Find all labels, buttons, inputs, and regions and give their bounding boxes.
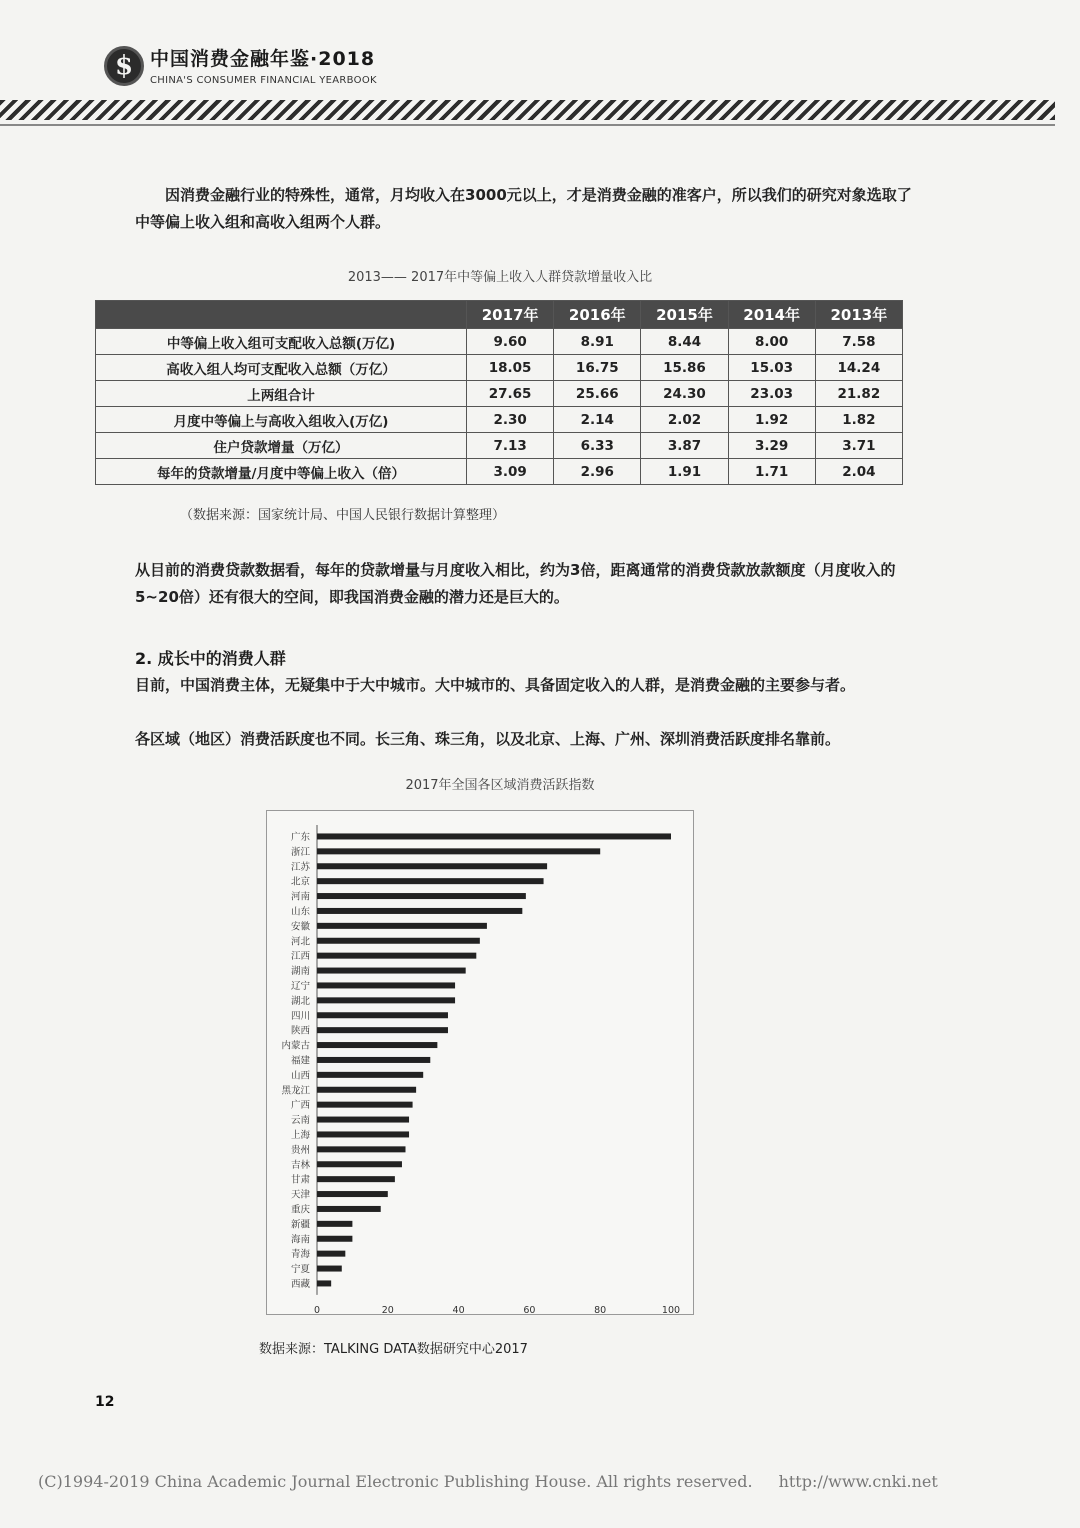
table-row <box>96 459 903 485</box>
table-cell: 27.65 <box>467 381 554 407</box>
table-header-cell: 2015年 <box>641 301 728 329</box>
table-row-label: 月度中等偏上与高收入组收入(万亿) <box>96 407 467 433</box>
header-hatch-band <box>0 100 1055 120</box>
x-tick-label: 60 <box>523 1304 536 1314</box>
category-label: 河南 <box>290 891 310 903</box>
x-tick-label: 0 <box>313 1304 321 1314</box>
bar <box>317 908 522 914</box>
table-cell: 16.75 <box>554 355 641 381</box>
bar <box>317 1221 352 1227</box>
category-label: 西藏 <box>290 1278 310 1290</box>
table-cell: 7.58 <box>815 329 902 355</box>
table-cell: 15.03 <box>728 355 815 381</box>
table-row-label: 住户贷款增量（万亿） <box>96 433 467 459</box>
category-label: 吉林 <box>290 1159 310 1171</box>
bar <box>317 1266 342 1272</box>
table-cell: 8.00 <box>728 329 815 355</box>
category-label: 四川 <box>290 1010 310 1022</box>
table-title: 2013—— 2017年中等偏上收入人群贷款增量收入比 <box>347 270 653 285</box>
table-cell: 3.09 <box>467 459 554 485</box>
bar <box>317 1057 430 1063</box>
table-row-label: 上两组合计 <box>96 381 467 407</box>
section-heading: 2. 成长中的消费人群 <box>135 649 286 668</box>
table-cell: 2.04 <box>815 459 902 485</box>
category-label: 浙江 <box>290 846 310 858</box>
copyright-footer <box>38 1472 938 1491</box>
bar <box>317 1087 416 1093</box>
table-header-cell: 2013年 <box>815 301 902 329</box>
bar <box>317 848 600 854</box>
page-number: 12 <box>95 1394 115 1410</box>
category-label: 安徽 <box>290 921 310 933</box>
category-label: 陕西 <box>290 1025 310 1037</box>
table-cell: 2.30 <box>467 407 554 433</box>
intro-paragraph: 因消费金融行业的特殊性，通常，月均收入在3000元以上，才是消费金融的准客户，所以我们的研究对象选取了中等偏上收入组和高收入组两个人群。 <box>135 186 912 231</box>
x-tick-label: 100 <box>661 1304 681 1314</box>
bar <box>317 1206 381 1212</box>
category-label: 上海 <box>290 1129 310 1141</box>
bar <box>317 953 476 959</box>
table-row-label: 高收入组人均可支配收入总额（万亿） <box>96 355 467 381</box>
table-cell: 21.82 <box>815 381 902 407</box>
table-cell: 1.91 <box>641 459 728 485</box>
table-cell: 1.92 <box>728 407 815 433</box>
category-label: 贵州 <box>290 1144 310 1156</box>
table-cell: 7.13 <box>467 433 554 459</box>
table-row <box>96 355 903 381</box>
header-divider <box>0 124 1055 126</box>
bar <box>317 893 526 899</box>
table-cell: 1.82 <box>815 407 902 433</box>
header-title: 中国消费金融年鉴·2018 <box>150 48 376 70</box>
bar <box>317 1280 331 1286</box>
table-cell: 18.05 <box>467 355 554 381</box>
category-label: 内蒙古 <box>281 1040 310 1052</box>
category-label: 北京 <box>290 876 310 888</box>
table-cell: 15.86 <box>641 355 728 381</box>
table-header-cell: 2017年 <box>467 301 554 329</box>
category-label: 海南 <box>290 1234 310 1246</box>
bar <box>317 1042 437 1048</box>
table-cell: 1.71 <box>728 459 815 485</box>
table-row <box>96 407 903 433</box>
category-label: 湖南 <box>290 966 310 978</box>
category-label: 天津 <box>290 1189 310 1201</box>
copyright-text: (C)1994-2019 China Academic Journal Electronic Publishing House. All rights reserved. <box>38 1472 753 1491</box>
category-label: 江苏 <box>290 861 310 873</box>
bar <box>317 968 466 974</box>
bar <box>317 1027 448 1033</box>
chart-title: 2017年全国各区域消费活跃指数 <box>405 778 595 793</box>
footer-url: http://www.cnki.net <box>778 1472 938 1491</box>
table-cell: 2.96 <box>554 459 641 485</box>
x-tick-label: 80 <box>594 1304 607 1314</box>
table-header-cell: 2014年 <box>728 301 815 329</box>
table-cell: 23.03 <box>728 381 815 407</box>
bar <box>317 1012 448 1018</box>
category-label: 福建 <box>290 1055 310 1067</box>
category-label: 甘肃 <box>290 1174 310 1186</box>
category-label: 山西 <box>290 1070 310 1082</box>
table-header-row <box>96 301 903 329</box>
table-cell: 6.33 <box>554 433 641 459</box>
bar <box>317 997 455 1003</box>
chart-source-note: 数据来源：TALKING DATA数据研究中心2017 <box>259 1342 528 1357</box>
table-row-label: 中等偏上收入组可支配收入总额(万亿) <box>96 329 467 355</box>
category-label: 重庆 <box>290 1204 310 1216</box>
category-label: 广东 <box>290 831 310 843</box>
table-row <box>96 381 903 407</box>
category-label: 湖北 <box>290 995 310 1007</box>
category-label: 山东 <box>290 906 310 918</box>
loan-analysis-paragraph: 从目前的消费贷款数据看，每年的贷款增量与月度收入相比，约为3倍，距离通常的消费贷款放款额度（月度收入的5~20倍）还有很大的空间，即我国消费金融的潜力还是巨大的。 <box>135 561 896 606</box>
bar <box>317 1117 409 1123</box>
consumer-group-paragraph: 目前，中国消费主体，无疑集中于大中城市。大中城市的、具备固定收入的人群，是消费金融的主要参与者。 <box>135 676 856 694</box>
bar <box>317 923 487 929</box>
regional-activity-bar-chart <box>267 811 693 1314</box>
category-label: 黑龙江 <box>281 1085 310 1097</box>
table-cell: 24.30 <box>641 381 728 407</box>
category-label: 青海 <box>290 1249 310 1261</box>
table-header-cell: 2016年 <box>554 301 641 329</box>
table-row <box>96 329 903 355</box>
bar <box>317 1251 345 1257</box>
bar <box>317 1191 388 1197</box>
table-header-cell <box>96 301 467 329</box>
bar <box>317 863 547 869</box>
bar <box>317 1146 406 1152</box>
table-cell: 3.71 <box>815 433 902 459</box>
category-label: 宁夏 <box>290 1264 310 1276</box>
bar <box>317 938 480 944</box>
table-source-note: （数据来源：国家统计局、中国人民银行数据计算整理） <box>180 508 506 523</box>
bar <box>317 982 455 988</box>
table-cell: 8.44 <box>641 329 728 355</box>
bar <box>317 1161 402 1167</box>
category-label: 云南 <box>290 1115 310 1127</box>
income-loan-table <box>95 300 903 485</box>
table-cell: 14.24 <box>815 355 902 381</box>
category-label: 辽宁 <box>290 980 310 992</box>
x-tick-label: 40 <box>452 1304 465 1314</box>
table-row-label: 每年的贷款增量/月度中等偏上收入（倍） <box>96 459 467 485</box>
category-label: 江西 <box>290 951 310 963</box>
table-cell: 3.29 <box>728 433 815 459</box>
table-cell: 9.60 <box>467 329 554 355</box>
regional-activity-paragraph: 各区域（地区）消费活跃度也不同。长三角、珠三角，以及北京、上海、广州、深圳消费活跃度排名靠前。 <box>135 730 841 748</box>
x-tick-label: 20 <box>381 1304 394 1314</box>
bar <box>317 1236 352 1242</box>
category-label: 新疆 <box>290 1219 310 1231</box>
header-subtitle: CHINA'S CONSUMER FINANCIAL YEARBOOK <box>150 75 377 86</box>
chart-frame <box>266 810 694 1315</box>
category-label: 广西 <box>290 1100 310 1112</box>
bar <box>317 878 544 884</box>
table-cell: 2.02 <box>641 407 728 433</box>
bar <box>317 1176 395 1182</box>
yearbook-logo: $ <box>104 46 144 86</box>
category-label: 河北 <box>290 936 310 948</box>
table-cell: 3.87 <box>641 433 728 459</box>
bar <box>317 1072 423 1078</box>
table-cell: 2.14 <box>554 407 641 433</box>
table-cell: 8.91 <box>554 329 641 355</box>
bar <box>317 833 671 839</box>
bar <box>317 1131 409 1137</box>
table-row <box>96 433 903 459</box>
table-cell: 25.66 <box>554 381 641 407</box>
bar <box>317 1102 413 1108</box>
